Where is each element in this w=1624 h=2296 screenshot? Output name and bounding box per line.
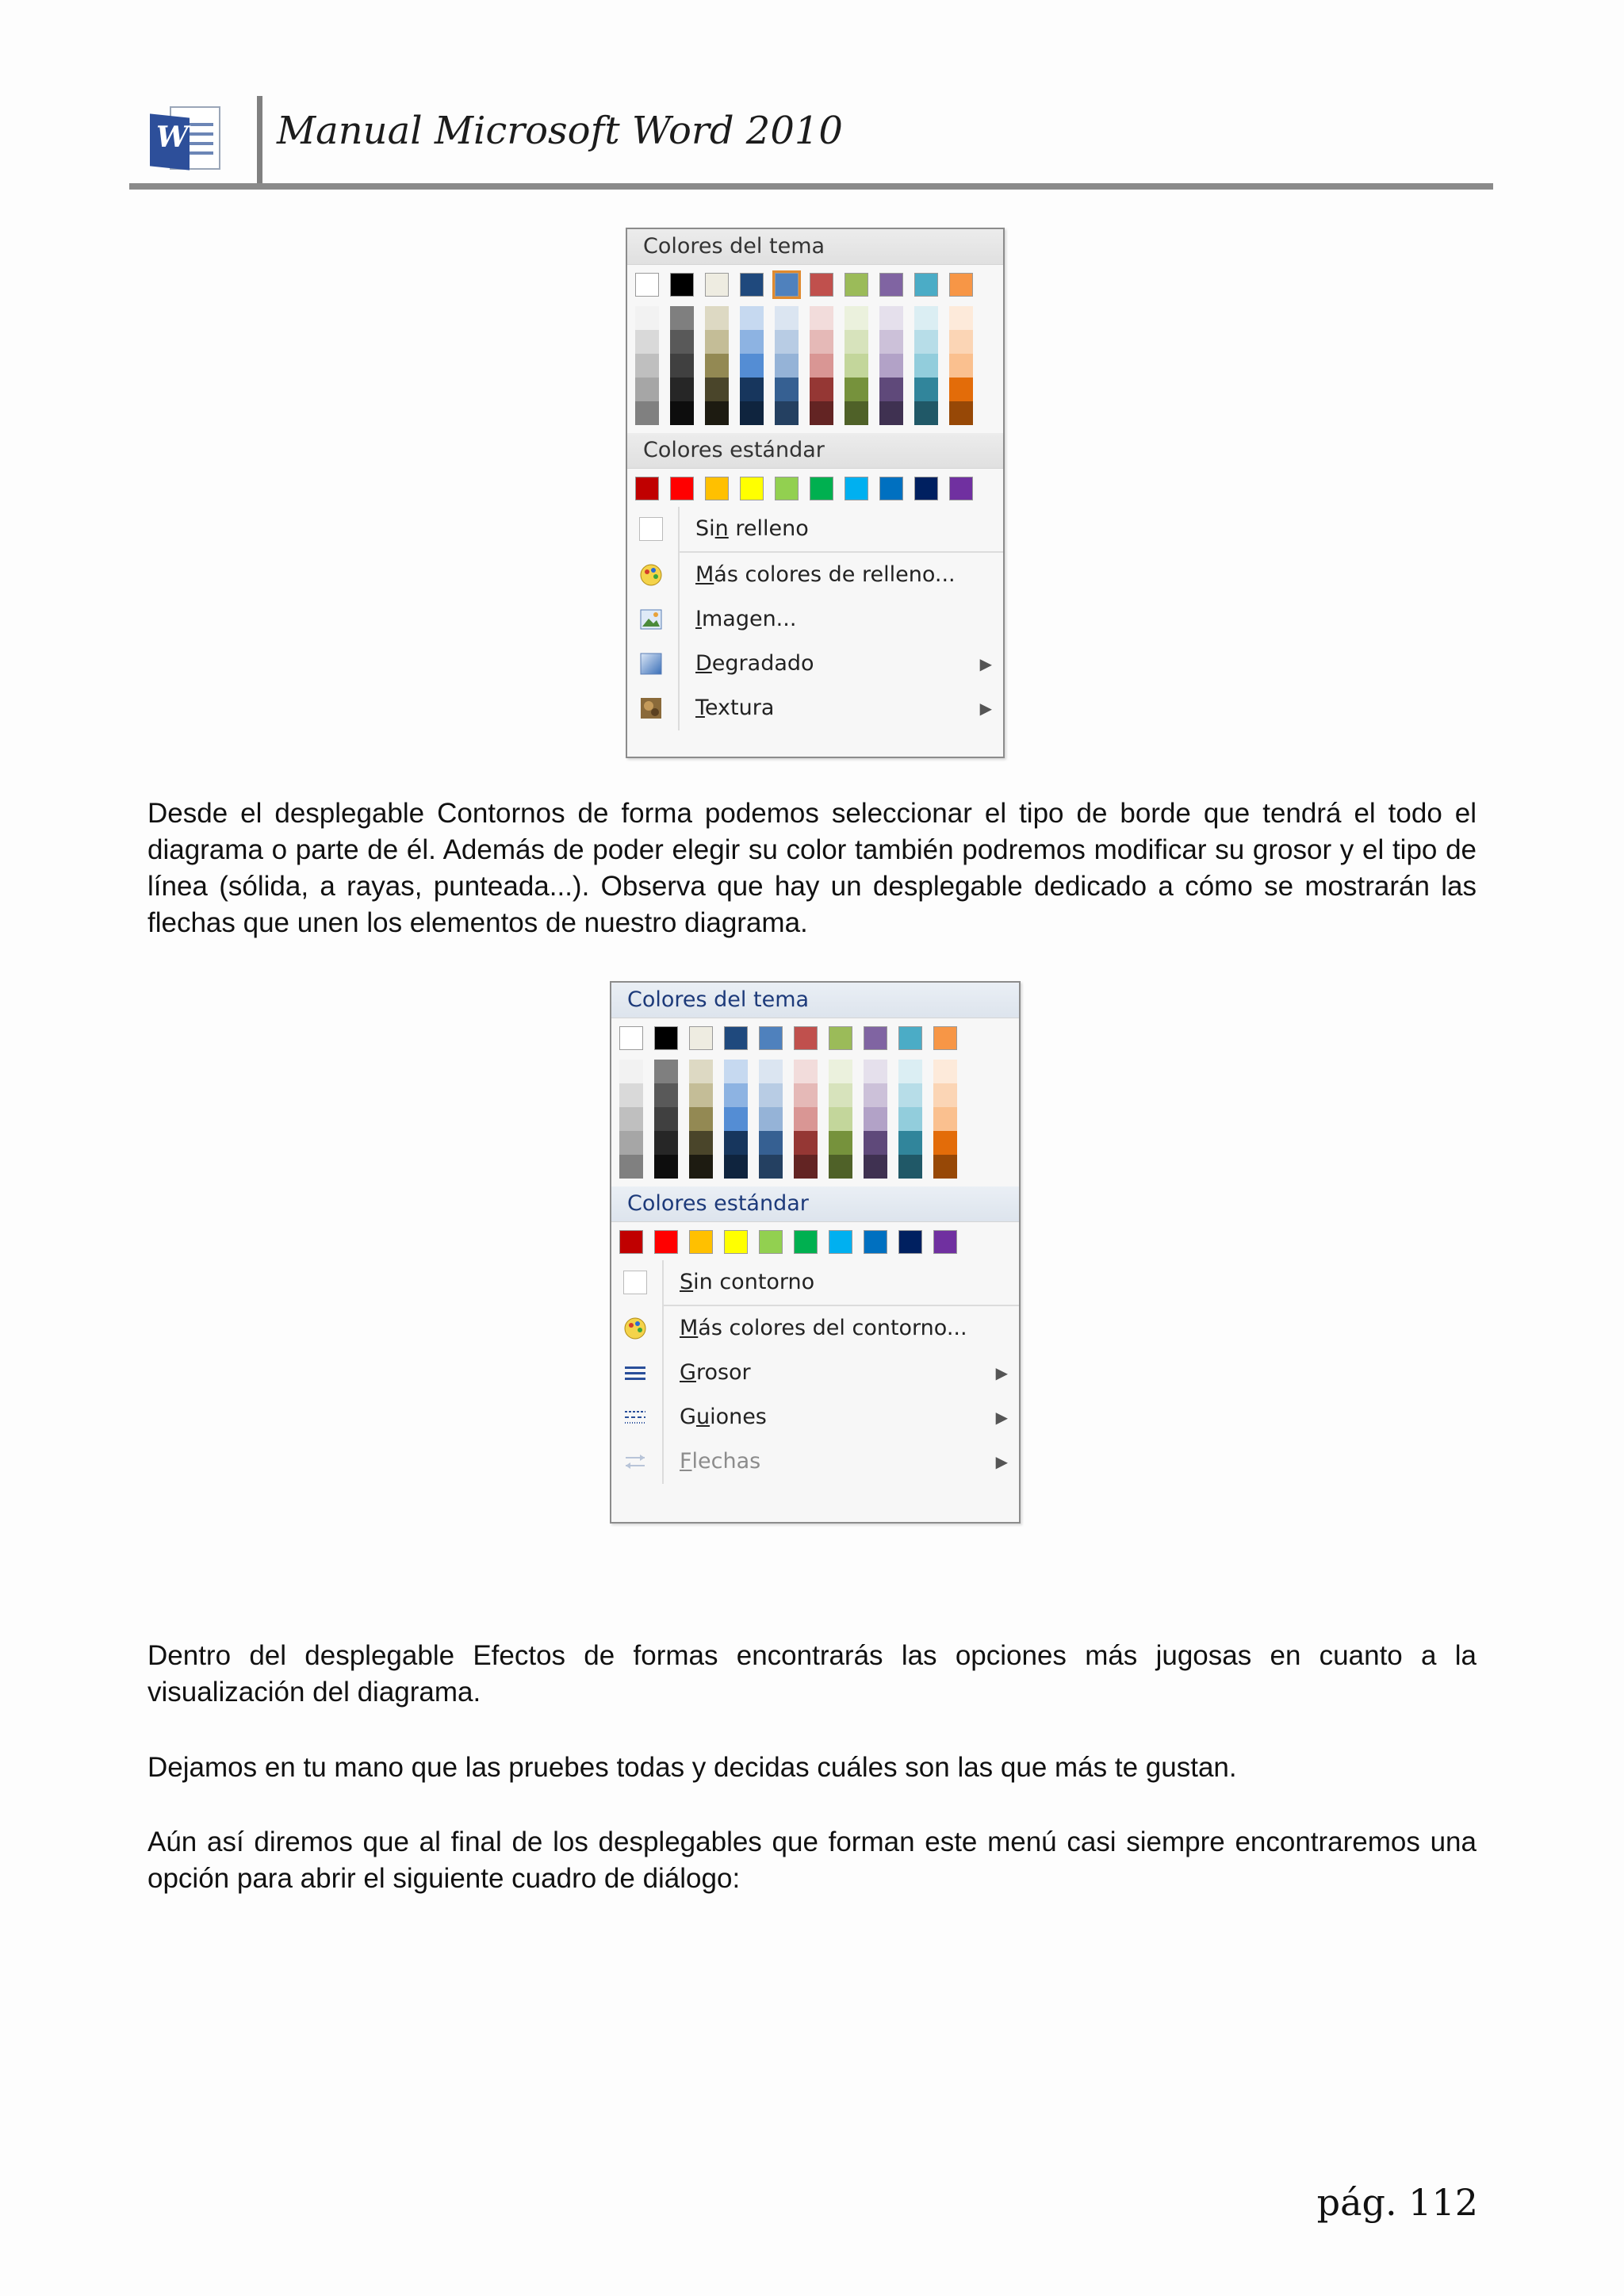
menu-item-label: Más colores del contorno...	[680, 1316, 967, 1340]
color-swatch-dark-blue[interactable]	[724, 1026, 748, 1050]
shade-swatch[interactable]	[914, 306, 938, 330]
shade-swatch[interactable]	[933, 1083, 957, 1107]
color-swatch-black[interactable]	[670, 273, 694, 297]
menu-item-sin-relleno[interactable]	[627, 507, 1003, 551]
shade-swatch[interactable]	[845, 401, 868, 425]
dashes-icon	[622, 1405, 648, 1430]
standard-color-swatch[interactable]	[619, 1230, 643, 1254]
shade-swatch[interactable]	[724, 1060, 748, 1083]
picture-icon	[638, 607, 664, 632]
shade-column	[724, 1060, 748, 1179]
shade-swatch[interactable]	[810, 354, 833, 378]
menu-item-label: Flechas	[680, 1449, 761, 1474]
color-swatch-dark-blue[interactable]	[740, 273, 764, 297]
shade-column	[914, 306, 938, 425]
shade-column	[775, 306, 799, 425]
menu-item-textura[interactable]	[627, 686, 1003, 730]
shade-swatch[interactable]	[635, 378, 659, 401]
shade-swatch[interactable]	[619, 1155, 643, 1179]
submenu-arrow-icon: ▶	[979, 654, 992, 673]
standard-colors-row	[619, 1230, 1019, 1254]
shade-swatch[interactable]	[810, 401, 833, 425]
shade-swatch[interactable]	[740, 306, 764, 330]
standard-color-swatch[interactable]	[933, 1230, 957, 1254]
menu-item-label: Sin relleno	[695, 516, 809, 541]
shade-swatch[interactable]	[898, 1107, 922, 1131]
shade-column	[794, 1060, 818, 1179]
shade-swatch[interactable]	[689, 1083, 713, 1107]
color-palette-icon	[638, 562, 664, 588]
shade-swatch[interactable]	[914, 401, 938, 425]
standard-colors-title: Colores estándar	[627, 433, 1003, 469]
shade-swatch[interactable]	[845, 378, 868, 401]
menu-item-label: Sin contorno	[680, 1270, 815, 1294]
shade-column	[619, 1060, 643, 1179]
shade-swatch[interactable]	[933, 1107, 957, 1131]
shade-swatch[interactable]	[635, 354, 659, 378]
menu-item-flechas[interactable]	[611, 1439, 1019, 1484]
color-swatch-black[interactable]	[654, 1026, 678, 1050]
color-swatch-orange-accent-6[interactable]	[949, 273, 973, 297]
menu-item-label: Grosor	[680, 1360, 751, 1385]
color-swatch-red-accent-2[interactable]	[810, 273, 833, 297]
menu-item-más-colores-del-contorno[interactable]	[611, 1306, 1019, 1351]
paragraph: Aún así diremos que al final de los desplegables que forman este menú casi siempre encontraremos una opción para abrir el siguiente cuadro de diálogo:	[147, 1826, 1477, 1894]
shade-swatch[interactable]	[654, 1155, 678, 1179]
shade-swatch[interactable]	[670, 306, 694, 330]
shade-swatch[interactable]	[879, 401, 903, 425]
no-outline-icon	[622, 1270, 648, 1295]
shade-swatch[interactable]	[619, 1060, 643, 1083]
shade-swatch[interactable]	[775, 306, 799, 330]
arrows-icon	[622, 1449, 648, 1474]
shade-swatch[interactable]	[933, 1155, 957, 1179]
shade-swatch[interactable]	[654, 1060, 678, 1083]
shade-swatch[interactable]	[740, 401, 764, 425]
fill-color-menu	[626, 228, 1005, 758]
shade-column	[689, 1060, 713, 1179]
shade-swatch[interactable]	[794, 1155, 818, 1179]
standard-color-swatch[interactable]	[898, 1230, 922, 1254]
shade-swatch[interactable]	[670, 354, 694, 378]
shade-swatch[interactable]	[759, 1131, 783, 1155]
shade-column	[864, 1060, 887, 1179]
shade-swatch[interactable]	[775, 354, 799, 378]
shade-column	[670, 306, 694, 425]
page-number: pág. 112	[1316, 2181, 1478, 2224]
color-swatch-aqua-accent-5[interactable]	[914, 273, 938, 297]
shade-swatch[interactable]	[829, 1107, 852, 1131]
no-fill-icon	[638, 516, 664, 542]
shade-column	[879, 306, 903, 425]
shade-swatch[interactable]	[619, 1131, 643, 1155]
theme-colors-row	[619, 1026, 1019, 1050]
shade-swatch[interactable]	[933, 1131, 957, 1155]
color-swatch-white[interactable]	[635, 273, 659, 297]
shade-swatch[interactable]	[864, 1155, 887, 1179]
standard-colors-row	[635, 477, 1003, 500]
shade-swatch[interactable]	[654, 1083, 678, 1107]
header-rule	[129, 183, 1493, 190]
standard-color-swatch[interactable]	[949, 477, 973, 500]
shade-swatch[interactable]	[949, 378, 973, 401]
paragraph: Dentro del desplegable Efectos de formas encontrarás las opciones más jugosas en cuanto a la visualización del diagrama.	[147, 1640, 1477, 1708]
theme-shades-grid	[635, 306, 1003, 425]
shade-swatch[interactable]	[829, 1060, 852, 1083]
shade-swatch[interactable]	[879, 354, 903, 378]
shade-swatch[interactable]	[775, 330, 799, 354]
shade-swatch[interactable]	[724, 1155, 748, 1179]
shade-swatch[interactable]	[879, 306, 903, 330]
shade-swatch[interactable]	[705, 378, 729, 401]
shade-swatch[interactable]	[810, 330, 833, 354]
gradient-icon	[638, 651, 664, 677]
shade-swatch[interactable]	[829, 1083, 852, 1107]
shade-swatch[interactable]	[705, 306, 729, 330]
theme-colors-row	[635, 273, 1003, 297]
fill-menu-items	[627, 507, 1003, 730]
paragraph: Desde el desplegable Contornos de forma podemos seleccionar el tipo de borde que tendrá el todo el diagrama o parte de él. Además de poder elegir su color también podremos modificar su grosor y el tipo de línea (sólida, a rayas, punteada...). Observa que hay un desplegable dedicado a cómo se mostrarán las flechas que unen los elementos de nuestro diagrama.	[147, 798, 1477, 938]
shade-swatch[interactable]	[635, 330, 659, 354]
shade-column	[654, 1060, 678, 1179]
standard-color-swatch[interactable]	[705, 477, 729, 500]
color-swatch-aqua-accent-5[interactable]	[898, 1026, 922, 1050]
shade-swatch[interactable]	[898, 1131, 922, 1155]
standard-color-swatch[interactable]	[689, 1230, 713, 1254]
shade-swatch[interactable]	[689, 1131, 713, 1155]
shade-swatch[interactable]	[794, 1083, 818, 1107]
shade-swatch[interactable]	[914, 354, 938, 378]
shade-swatch[interactable]	[759, 1060, 783, 1083]
texture-icon	[638, 696, 664, 721]
color-swatch-tan[interactable]	[705, 273, 729, 297]
standard-color-swatch[interactable]	[879, 477, 903, 500]
submenu-arrow-icon: ▶	[995, 1363, 1008, 1382]
standard-color-swatch[interactable]	[740, 477, 764, 500]
color-palette-icon	[622, 1316, 648, 1341]
shade-swatch[interactable]	[759, 1107, 783, 1131]
menu-item-label: Textura	[695, 696, 775, 720]
shade-swatch[interactable]	[705, 330, 729, 354]
shade-swatch[interactable]	[775, 378, 799, 401]
shade-column	[810, 306, 833, 425]
shade-swatch[interactable]	[810, 378, 833, 401]
shade-swatch[interactable]	[740, 378, 764, 401]
menu-item-label: Imagen...	[695, 607, 797, 631]
submenu-arrow-icon: ▶	[995, 1452, 1008, 1471]
standard-color-swatch[interactable]	[829, 1230, 852, 1254]
shade-column	[829, 1060, 852, 1179]
shade-swatch[interactable]	[619, 1107, 643, 1131]
shade-swatch[interactable]	[670, 378, 694, 401]
theme-colors-title: Colores del tema	[611, 983, 1019, 1018]
color-swatch-blue-accent-1[interactable]	[775, 273, 799, 297]
color-swatch-purple-accent-4[interactable]	[864, 1026, 887, 1050]
shade-swatch[interactable]	[864, 1131, 887, 1155]
shade-swatch[interactable]	[829, 1131, 852, 1155]
shade-swatch[interactable]	[794, 1107, 818, 1131]
shade-swatch[interactable]	[689, 1060, 713, 1083]
standard-color-swatch[interactable]	[670, 477, 694, 500]
shade-swatch[interactable]	[949, 354, 973, 378]
standard-color-swatch[interactable]	[914, 477, 938, 500]
standard-color-swatch[interactable]	[810, 477, 833, 500]
document-title: Manual Microsoft Word 2010	[277, 109, 843, 153]
shade-swatch[interactable]	[740, 354, 764, 378]
standard-color-swatch[interactable]	[775, 477, 799, 500]
word-logo-icon	[147, 102, 226, 175]
color-swatch-tan[interactable]	[689, 1026, 713, 1050]
shade-swatch[interactable]	[864, 1083, 887, 1107]
shade-swatch[interactable]	[724, 1107, 748, 1131]
menu-item-label: Degradado	[695, 651, 814, 676]
line-weight-icon	[622, 1360, 648, 1386]
shade-swatch[interactable]	[794, 1131, 818, 1155]
shade-swatch[interactable]	[635, 401, 659, 425]
shade-swatch[interactable]	[794, 1060, 818, 1083]
color-swatch-green-accent-3[interactable]	[829, 1026, 852, 1050]
shade-swatch[interactable]	[705, 401, 729, 425]
shade-swatch[interactable]	[775, 401, 799, 425]
shade-swatch[interactable]	[879, 378, 903, 401]
shade-swatch[interactable]	[914, 378, 938, 401]
page-header	[129, 91, 1493, 191]
shade-swatch[interactable]	[864, 1060, 887, 1083]
shade-swatch[interactable]	[949, 401, 973, 425]
submenu-arrow-icon: ▶	[995, 1408, 1008, 1427]
standard-color-swatch[interactable]	[794, 1230, 818, 1254]
color-swatch-orange-accent-6[interactable]	[933, 1026, 957, 1050]
theme-shades-grid	[619, 1060, 1019, 1179]
shade-column	[705, 306, 729, 425]
menu-item-imagen[interactable]	[627, 597, 1003, 642]
menu-item-sin-contorno[interactable]	[611, 1260, 1019, 1305]
shade-swatch[interactable]	[619, 1083, 643, 1107]
shade-column	[845, 306, 868, 425]
shade-swatch[interactable]	[879, 330, 903, 354]
shade-swatch[interactable]	[654, 1131, 678, 1155]
shade-swatch[interactable]	[654, 1107, 678, 1131]
submenu-arrow-icon: ▶	[979, 699, 992, 718]
shade-swatch[interactable]	[635, 306, 659, 330]
shade-swatch[interactable]	[724, 1131, 748, 1155]
svg-text:W: W	[156, 121, 189, 154]
shade-column	[949, 306, 973, 425]
standard-color-swatch[interactable]	[724, 1230, 748, 1254]
shade-swatch[interactable]	[845, 330, 868, 354]
color-swatch-purple-accent-4[interactable]	[879, 273, 903, 297]
color-swatch-white[interactable]	[619, 1026, 643, 1050]
menu-item-más-colores-de-relleno[interactable]	[627, 553, 1003, 597]
shade-swatch[interactable]	[759, 1155, 783, 1179]
shade-column	[740, 306, 764, 425]
shade-swatch[interactable]	[898, 1083, 922, 1107]
color-swatch-red-accent-2[interactable]	[794, 1026, 818, 1050]
menu-item-grosor[interactable]	[611, 1351, 1019, 1395]
shade-swatch[interactable]	[864, 1107, 887, 1131]
paragraph: Dejamos en tu mano que las pruebes todas y decidas cuáles son las que más te gustan.	[147, 1752, 1237, 1783]
shade-column	[759, 1060, 783, 1179]
standard-color-swatch[interactable]	[759, 1230, 783, 1254]
standard-colors-title: Colores estándar	[611, 1186, 1019, 1222]
shade-swatch[interactable]	[705, 354, 729, 378]
shade-swatch[interactable]	[740, 330, 764, 354]
shade-swatch[interactable]	[845, 354, 868, 378]
standard-color-swatch[interactable]	[864, 1230, 887, 1254]
color-swatch-blue-accent-1[interactable]	[759, 1026, 783, 1050]
menu-item-degradado[interactable]	[627, 642, 1003, 686]
shade-swatch[interactable]	[898, 1060, 922, 1083]
menu-item-label: Más colores de relleno...	[695, 562, 956, 587]
standard-color-swatch[interactable]	[635, 477, 659, 500]
header-divider	[257, 96, 262, 186]
color-swatch-green-accent-3[interactable]	[845, 273, 868, 297]
menu-item-guiones[interactable]	[611, 1395, 1019, 1439]
shade-column	[898, 1060, 922, 1179]
shade-swatch[interactable]	[949, 330, 973, 354]
shade-swatch[interactable]	[933, 1060, 957, 1083]
theme-colors-title: Colores del tema	[627, 229, 1003, 265]
shade-swatch[interactable]	[829, 1155, 852, 1179]
shade-swatch[interactable]	[689, 1155, 713, 1179]
shade-swatch[interactable]	[810, 306, 833, 330]
outline-menu-items	[611, 1260, 1019, 1484]
shade-swatch[interactable]	[670, 330, 694, 354]
shade-swatch[interactable]	[898, 1155, 922, 1179]
shade-swatch[interactable]	[759, 1083, 783, 1107]
menu-item-label: Guiones	[680, 1405, 767, 1429]
shade-swatch[interactable]	[949, 306, 973, 330]
shade-column	[635, 306, 659, 425]
shade-swatch[interactable]	[724, 1083, 748, 1107]
shade-swatch[interactable]	[845, 306, 868, 330]
shade-swatch[interactable]	[914, 330, 938, 354]
shade-column	[933, 1060, 957, 1179]
shade-swatch[interactable]	[670, 401, 694, 425]
outline-color-menu	[610, 981, 1021, 1524]
standard-color-swatch[interactable]	[654, 1230, 678, 1254]
standard-color-swatch[interactable]	[845, 477, 868, 500]
shade-swatch[interactable]	[689, 1107, 713, 1131]
